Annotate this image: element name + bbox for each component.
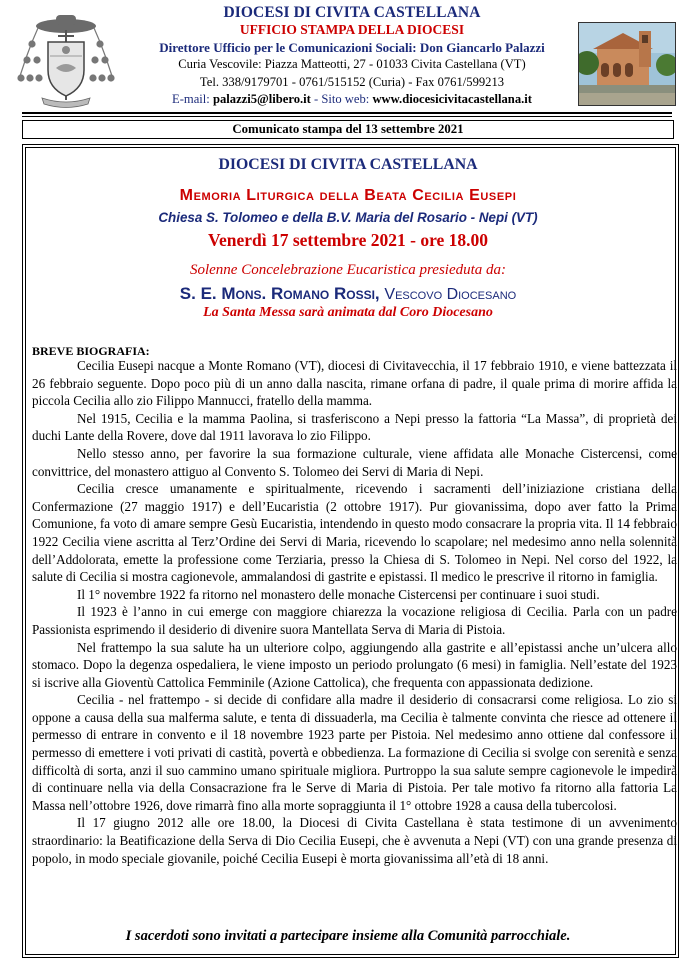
main-diocese-heading: DIOCESI DI CIVITA CASTELLANA: [218, 156, 478, 173]
letterhead: [130, 4, 574, 108]
bio-paragraph: Il 1923 è l’anno in cui emerge con maggiore chiarezza la vocazione religiosa di Cecilia. Parla con un padre Passionista esprimendo il desiderio di divenire suora Mantellata Serva di Maria di Pistoia.: [32, 604, 677, 637]
email-link[interactable]: palazzi5@libero.it: [212, 92, 311, 107]
event-church: Chiesa S. Tolomeo e della B.V. Maria del Rosario - Nepi (VT): [158, 210, 538, 225]
bio-paragraph: Il 17 giugno 2012 alle ore 18.00, la Diocesi di Civita Castellana è stata testimone di un avvenimento straordinario: la Beatificazione della Serva di Dio Cecilia Eusepi, che è avvenuta a Nepi (VT) con una grande presenza di popolo, in modo speciale giovanile, poiché Cecilia Eusepi è morta giovanissima all’età di 18 anni.: [32, 815, 677, 866]
letterhead-contacts: E-mail: palazzi5@libero.it - Sito web: www.diocesicivitacastellana.it: [172, 92, 532, 107]
bio-paragraph: Cecilia - nel frattempo - si decide di confidare alla madre il desiderio di consacrarsi come religiosa. Lo zio si oppone a causa della sua malferma salute, e tenta di dissuaderla, ma Cecilia è talmente convinta che riesce ad ottenere il permesso di entrare in convento e il 18 novembre 1923 parte per Pistoia. Nel medesimo anno ottiene dal confessore il permesso di emettere i voti privati di castità, povertà e obbedienza. La formazione di Cecilia si svolge con serenità e senza difficoltà di sorta, anzi il suo cammino umano spirituale migliora. Purtroppo la sua salute sempre cagionevole le impedirà di continuare nella via della Consacrazione fra le Serve di Maria di Pistoia. Per tale motivo fa ritorno alla fattoria La Massa nell’ottobre 1926, dove rimarrà fino alla morte sopraggiunta il 1° ottobre 1928 a causa della tubercolosi.: [32, 692, 677, 813]
bishop-role: Vescovo Diocesano: [384, 286, 517, 303]
bio-paragraph: Cecilia cresce umanamente e spiritualmente, ricevendo i sacramenti dell’iniziazione cristiana della Confermazione (27 maggio 1917) e dell’Eucaristia (2 ottobre 1917). Pur giovanissima, dopo aver fatto la Prima Comunione, fa voto di amare sempre Gesù Eucaristia, intendendo in questo modo consacrare la propria vita. Il 14 febbraio 1922 Cecilia viene ascritta al Terz’Ordine dei Servi di Maria, ricevendo lo scapolare; nel medesimo anno nella solennità dell’Addolorata, emette la professione come Terziaria, presso la Chiesa di S. Tolomeo in Nepi. Nel corso del 1922, la salute di Cecilia si mostra cagionevole, ammalandosi di gastrite e epistassi. Il medico le prescrive il ritorno in famiglia.: [32, 481, 677, 585]
bio-paragraph: Nel frattempo la sua salute ha un ulteriore colpo, aggiungendo alla gastrite e all’epistassi anche un’ulcera allo stomaco. Dopo la degenza ospedaliera, le viene imposto un periodo prolungato (6 mesi) in famiglia. Nell’estate del 1923 si iscrive alla Gioventù Cattolica Femminile (Azione Cattolica), che frequenta con appassionata dedizione.: [32, 639, 677, 690]
presiding-bishop: [28, 284, 668, 304]
bio-paragraph: Il 1° novembre 1922 fa ritorno nel monastero delle monache Cistercensi per continuare i suoi studi.: [77, 586, 600, 602]
letterhead-diocese: DIOCESI DI CIVITA CASTELLANA: [223, 4, 481, 21]
choir-note: La Santa Messa sarà animata dal Coro Diocesano: [203, 305, 493, 320]
letterhead-address: Curia Vescovile: Piazza Matteotti, 27 - 01033 Civita Castellana (VT): [178, 57, 526, 72]
event-date: Venerdì 17 settembre 2021 - ore 18.00: [207, 230, 489, 250]
bio-paragraph: Nel 1915, Cecilia e la mamma Paolina, si trasferiscono a Nepi presso la fattoria “La Massa”, di proprietà dei duchi Lante della Rovere, dove dal 1911 lavorava lo zio Filippo.: [32, 410, 677, 444]
press-release-date: Comunicato stampa del 13 settembre 2021: [22, 120, 674, 139]
letterhead-director: Direttore Ufficio per le Comunicazioni Sociali: Don Giancarlo Palazzi: [159, 39, 545, 55]
website-link[interactable]: www.diocesicivitacastellana.it: [372, 92, 532, 107]
celebration-note: Solenne Concelebrazione Eucaristica presieduta da:: [189, 262, 507, 278]
event-title: Memoria Liturgica della Beata Cecilia Eusepi: [179, 187, 517, 204]
church-photo: [578, 22, 676, 106]
header-divider: [22, 112, 672, 114]
email-label: E-mail:: [172, 92, 210, 107]
letterhead-office: UFFICIO STAMPA DELLA DIOCESI: [239, 22, 465, 38]
letterhead-phone: Tel. 338/9179701 - 0761/515152 (Curia) - Fax 0761/599213: [199, 74, 505, 89]
closing-invitation: I sacerdoti sono invitati a partecipare insieme alla Comunità parrocchiale.: [125, 928, 571, 944]
bio-paragraph: Cecilia Eusepi nacque a Monte Romano (VT), diocesi di Civitavecchia, il 17 febbraio 1910, e viene battezzata il 26 febbraio seguente. Dopo poco più di un anno dalla nascita, rimane orfana di padre, il quale prima di morire affida la piccola Cecilia allo zio Filippo Mannucci, fratello della mamma.: [32, 358, 677, 409]
bio-paragraph: Nello stesso anno, per favorire la sua formazione culturale, viene affidata alle Monache Cistercensi, come convittrice, del monastero attiguo al Convento S. Tolomeo dei Servi di Maria di Nepi.: [32, 445, 677, 479]
biography-heading: BREVE BIOGRAFIA:: [32, 344, 150, 358]
episcopal-crest-icon: [12, 12, 120, 110]
biography-text: [32, 357, 677, 867]
header-divider-thin: [22, 116, 672, 117]
site-label: Sito web:: [321, 92, 370, 107]
bishop-name: S. E. Mons. Romano Rossi,: [179, 284, 380, 303]
